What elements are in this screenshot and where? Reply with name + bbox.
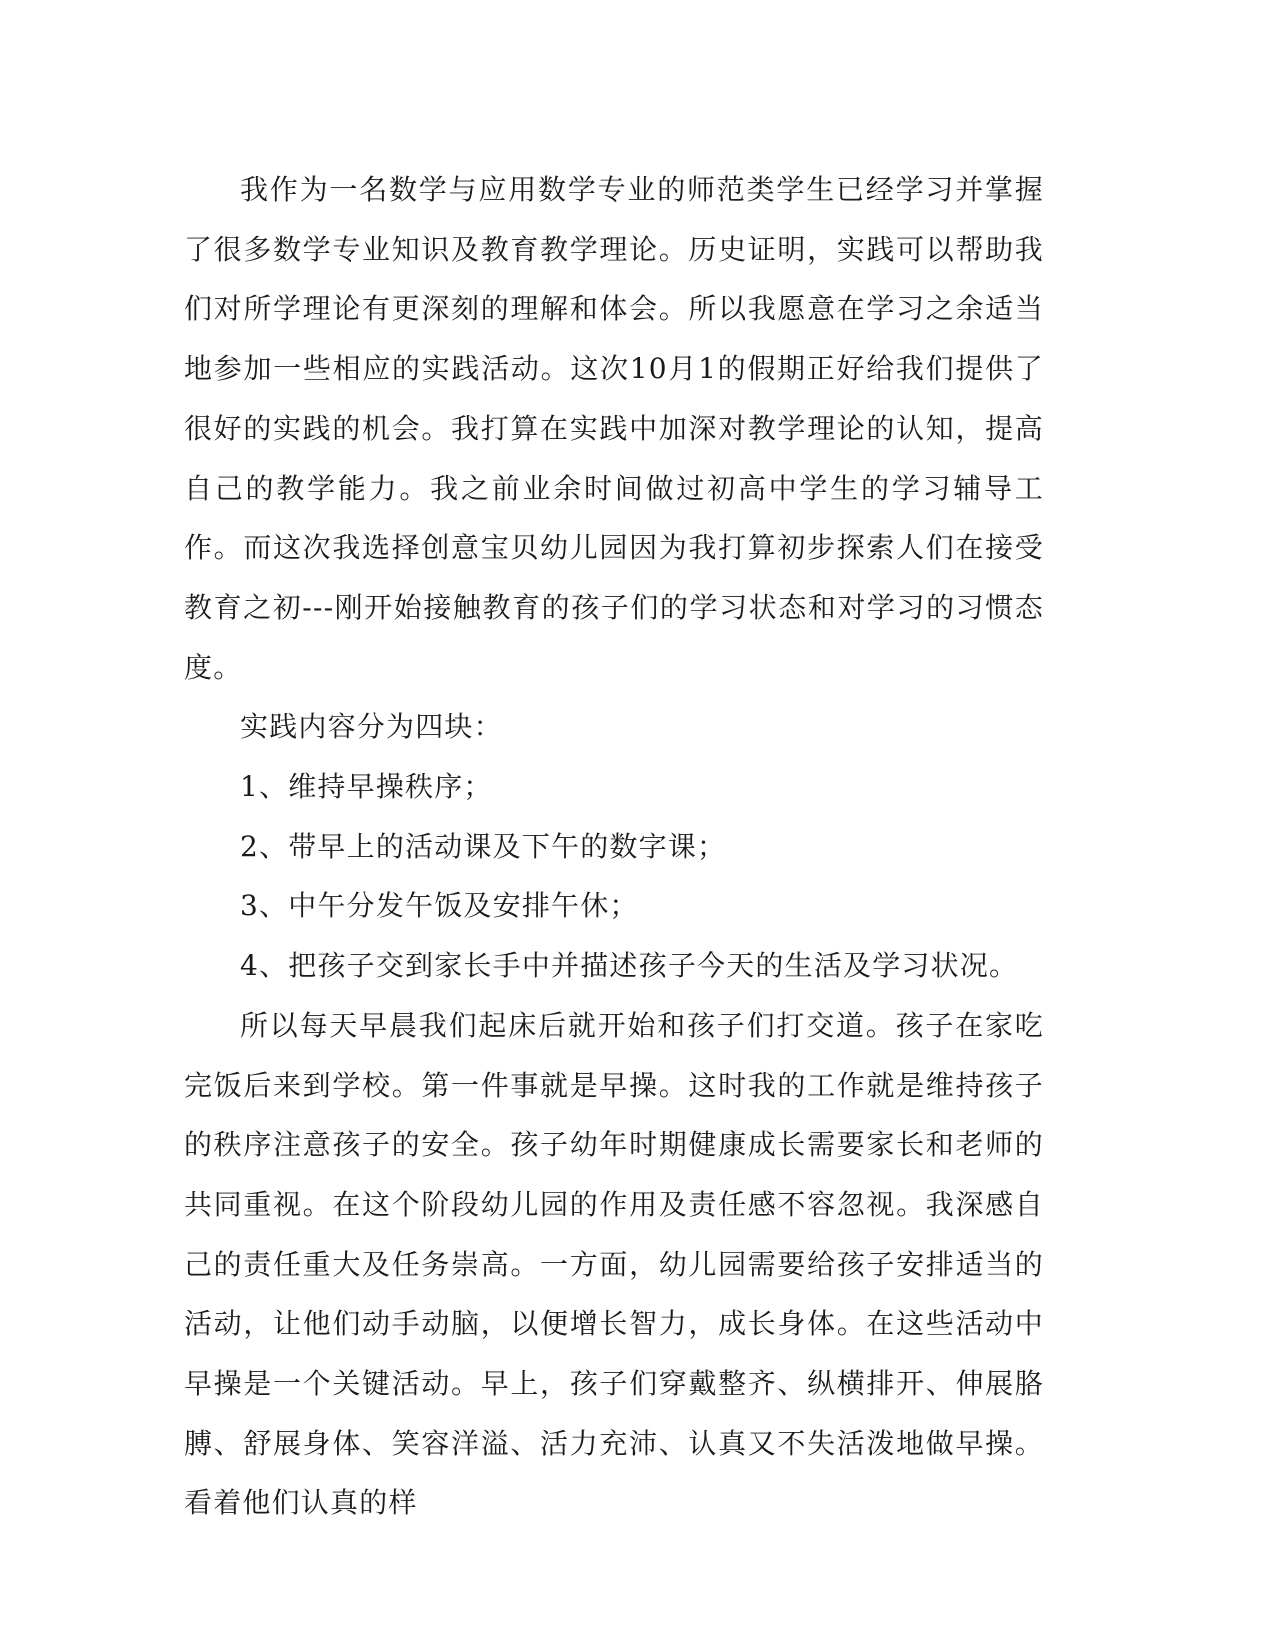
intro-paragraph: 我作为一名数学与应用数学专业的师范类学生已经学习并掌握了很多数学专业知识及教育教学理论。历史证明，实践可以帮助我们对所学理论有更深刻的理解和体会。所以我愿意在学习之余适当地参加一些相应的实践活动。这次10月1的假期正好给我们提供了很好的实践的机会。我打算在实践中加深对教学理论的认知，提高自己的教学能力。我之前业余时间做过初高中学生的学习辅导工作。而这次我选择创意宝贝幼儿园因为我打算初步探索人们在接受教育之初---刚开始接触教育的孩子们的学习状态和对学习的习惯态度。: [184, 173, 1044, 684]
list-item: 3、中午分发午饭及安排午休；: [240, 889, 639, 923]
list-item: 1、维持早操秩序；: [240, 770, 493, 804]
closing-paragraph: 所以每天早晨我们起床后就开始和孩子们打交道。孩子在家吃完饭后来到学校。第一件事就是早操。这时我的工作就是维持孩子的秩序注意孩子的安全。孩子幼年时期健康成长需要家长和老师的共同重视。在这个阶段幼儿园的作用及责任感不容忽视。我深感自己的责任重大及任务崇高。一方面，幼儿园需要给孩子安排适当的活动，让他们动手动脑，以便增长智力，成长身体。在这些活动中早操是一个关键活动。早上，孩子们穿戴整齐、纵横排开、伸展胳膊、舒展身体、笑容洋溢、活力充沛、认真又不失活泼地做早操。看着他们认真的样: [184, 1008, 1044, 1520]
list-item: 4、把孩子交到家长手中并描述孩子今天的生活及学习状况。: [240, 949, 1019, 983]
practice-content-heading: 实践内容分为四块：: [240, 710, 503, 744]
list-item: 2、带早上的活动课及下午的数字课；: [240, 829, 727, 863]
document-body: [184, 160, 1044, 1533]
